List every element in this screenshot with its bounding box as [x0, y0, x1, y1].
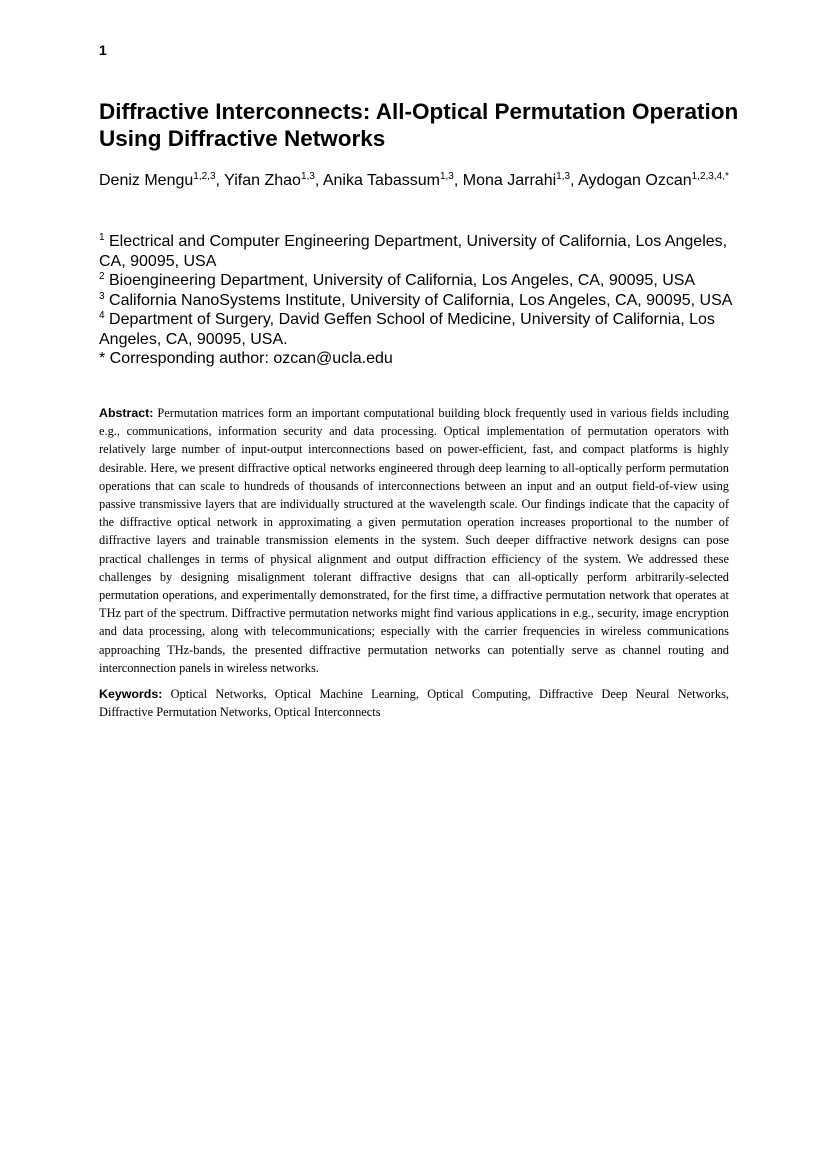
affiliation-marker: 2 [99, 271, 105, 282]
affiliation [99, 310, 739, 349]
affiliation-text: Bioengineering Department, University of California, Los Angeles, CA, 90095, USA [104, 272, 696, 289]
author-affiliation-marker: 1,3 [439, 171, 454, 182]
affiliation [99, 232, 739, 271]
affiliation-text: California NanoSystems Institute, University of California, Los Angeles, CA, 90095, USA [104, 291, 733, 309]
author: Deniz Mengu$^{1,2,3}$, [99, 171, 225, 189]
keywords-label: Keywords: [99, 687, 163, 701]
abstract-label: Abstract: [99, 406, 154, 420]
abstract-text: Permutation matrices form an important computational building block frequently used in various fields including e.g., communications, information security and data processing. Optical implementation of permutation operators with relatively large number of input-output interconnections based on power-efficient, fast, and compact platforms is highly desirable. Here, we present diffractive optical networks engineered through deep learning to all-optically perform permutation operations that can scale to hundreds of thousands of interconnections between an input and an output field-of-view using passive transmissive layers that are individually structured at the wavelength scale. Our findings indicate that the capacity of the diffractive optical network in approximating a given permutation operation increases proportional to the number of diffractive layers and trainable transmission elements in the system. Such deeper diffractive network designs can pose practical challenges in terms of physical alignment and output diffraction efficiency of the system. We addressed these challenges by designing misalignment tolerant diffractive designs that can all-optically perform arbitrarily-selected permutation operations, and experimentally demonstrated, for the first time, a diffractive permutation network that operates at THz part of the spectrum. Diffractive permutation networks might find various applications in e.g., security, image encryption and data processing, along with telecommunications; especially with the carrier frequencies in wireless communications approaching THz-bands, the presented diffractive permutation networks can potentially serve as channel routing and interconnection panels in wireless networks. [99, 406, 729, 675]
author-name: Anika Tabassum [322, 172, 440, 189]
author: Anika Tabassum$^{1,3}$, [322, 171, 463, 189]
author-affiliation-marker: 1,2,3,4,* [691, 171, 729, 182]
keywords-text: Optical Networks, Optical Machine Learning, Optical Computing, Diffractive Deep Neural Networks, Diffractive Permutation Networks, Optical Interconnects [99, 687, 729, 720]
author-name: Deniz Mengu [99, 172, 194, 189]
keywords [99, 685, 729, 721]
author-name: Aydogan Ozcan [578, 172, 692, 189]
author: Mona Jarrahi$^{1,3}$, [462, 171, 579, 189]
abstract [99, 404, 729, 677]
affiliation-marker: 3 [99, 290, 105, 302]
author [578, 172, 729, 189]
affiliation [99, 291, 739, 311]
author-name: Yifan Zhao [224, 172, 301, 189]
affiliation-list [99, 232, 739, 369]
author-list [99, 171, 729, 191]
author: Yifan Zhao$^{1,3}$, [224, 171, 323, 189]
corresponding-author [99, 349, 739, 369]
affiliation-text: Electrical and Computer Engineering Department, University of California, Los Angeles, CA, 90095, USA [99, 233, 728, 270]
page-number: 1 [99, 42, 107, 58]
paper-title: Diffractive Interconnects: All-Optical Permutation Operation Using Diffractive Networks [99, 99, 739, 151]
affiliation-marker: 1 [99, 232, 105, 243]
author-name: Mona Jarrahi [462, 172, 557, 189]
author-affiliation-marker: 1,3 [300, 171, 315, 182]
affiliation [99, 271, 739, 291]
author-affiliation-marker: 1,2,3 [193, 171, 216, 182]
author-affiliation-marker: 1,3 [556, 171, 571, 182]
affiliation-marker: 4 [99, 310, 105, 321]
affiliation-text: Department of Surgery, David Geffen School of Medicine, University of California, Los Angeles, CA, 90095, USA. [99, 311, 715, 348]
corresponding-author-text: * Corresponding author: ozcan@ucla.edu [99, 350, 393, 367]
